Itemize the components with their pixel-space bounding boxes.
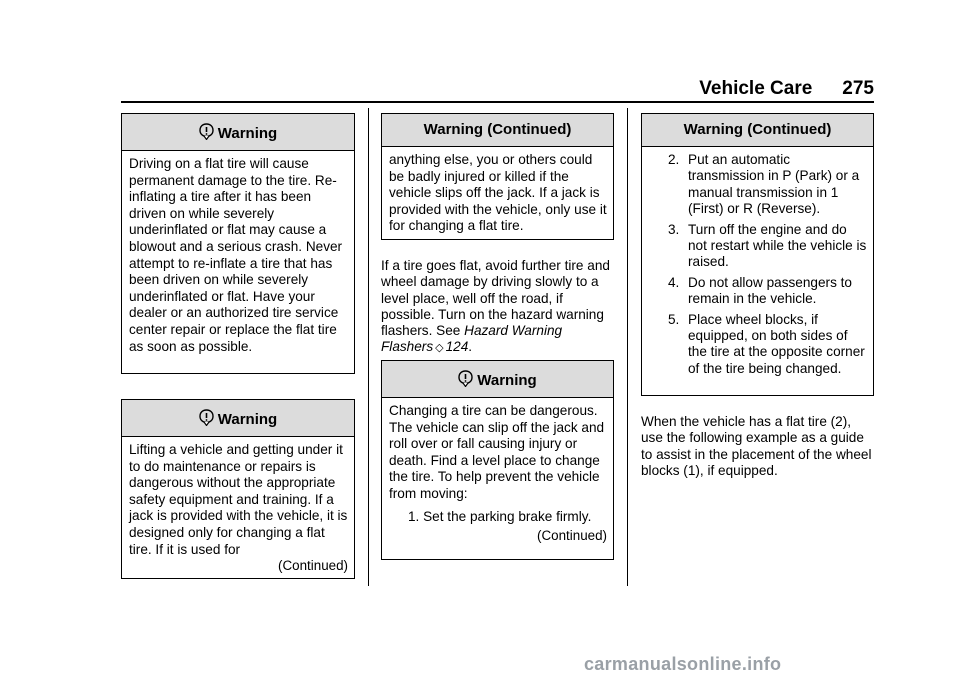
paragraph-text: If a tire goes flat, avoid further tire and wheel damage by driving slowly to a level place, well off the road, if possible. Turn on the hazard warning flashers. See <box>381 258 610 339</box>
step-text: Do not allow passengers to remain in the vehicle. <box>688 274 852 307</box>
steps-list <box>668 152 867 377</box>
list-item <box>668 152 867 218</box>
page-ref-number[interactable]: 124 <box>445 339 469 355</box>
warning-box-header <box>122 114 354 151</box>
step-number: 2. <box>668 152 680 167</box>
warning-box-continued <box>381 113 614 240</box>
warning-title: Warning <box>477 372 537 389</box>
warning-title: Warning <box>217 411 278 428</box>
warning-box-header <box>122 400 354 437</box>
list-item <box>668 275 867 308</box>
warning-box-header: Warning (Continued) <box>642 114 873 147</box>
continued-label: (Continued) <box>278 558 348 574</box>
paragraph-end: . <box>468 339 473 355</box>
warning-body: Changing a tire can be dangerous. The vehicle can slip off the jack and roll over or fall causing injury or death. Find a level place to change the tire. To help prevent the vehicle from moving: <box>389 403 605 501</box>
warning-body: anything else, you or others could be badly injured or killed if the vehicle slips off the jack. If a jack is provided with the vehicle, only use it for changing a flat tire. <box>389 152 607 234</box>
watermark: carmanualsonline.info <box>584 654 782 674</box>
warning-icon <box>199 123 214 140</box>
warning-box-flat-tire <box>121 113 355 374</box>
continued-label: (Continued) <box>537 528 607 544</box>
warning-icon <box>458 370 473 387</box>
warning-box-steps <box>641 113 874 396</box>
hazard-flashers-link[interactable]: Hazard Warning Flashers <box>381 323 563 355</box>
step-text: Turn off the engine and do not restart while the vehicle is raised. <box>688 221 867 270</box>
step-text: Place wheel blocks, if equipped, on both sides of the tire at the opposite corner of the tire being changed. <box>688 311 865 376</box>
wheel-blocks-paragraph: When the vehicle has a flat tire (2), use the following example as a guide to assist in the placement of the wheel blocks (1), if equipped. <box>641 414 872 478</box>
warning-body: Driving on a flat tire will cause permanent damage to the tire. Re-inflating a tire after it has been driven on while severely underinflated or flat may cause a blowout and a serious crash. Never attempt to re-inflate a tire that has been driven on while severely underinflated or flat. Have your dealer or an authorized tire service center repair or replace the flat tire as soon as possible. <box>129 156 343 354</box>
warning-box-header: Warning (Continued) <box>382 114 613 147</box>
page-ref-icon: ◇ <box>435 342 444 355</box>
step-number: 4. <box>668 274 680 290</box>
page-number: 275 <box>842 78 874 99</box>
warning-icon <box>199 409 214 426</box>
warning-box-header <box>382 361 613 398</box>
step-1: 1. Set the parking brake firmly. <box>408 508 592 524</box>
step-number: 5. <box>668 311 680 327</box>
list-item <box>668 222 867 271</box>
header-rule <box>121 101 874 103</box>
warning-body: Lifting a vehicle and getting under it to do maintenance or repairs is dangerous without the appropriate safety equipment and training. If a jack is provided with the vehicle, it is designed only for changing a flat tire. If it is used for <box>129 442 348 557</box>
section-title: Vehicle Care <box>699 78 813 99</box>
column-divider-1 <box>368 108 369 586</box>
list-item <box>668 312 867 378</box>
flat-tire-paragraph <box>381 258 617 357</box>
step-text: Put an automatic transmission in P (Park) or a manual transmission in 1 (First) or R (Reverse). <box>688 152 860 217</box>
column-divider-2 <box>627 108 628 586</box>
warning-title: Warning <box>217 125 278 142</box>
page-header <box>699 78 874 100</box>
warning-box-lifting-vehicle <box>121 399 355 579</box>
warning-box-changing-tire <box>381 360 614 560</box>
step-number: 3. <box>668 221 680 237</box>
